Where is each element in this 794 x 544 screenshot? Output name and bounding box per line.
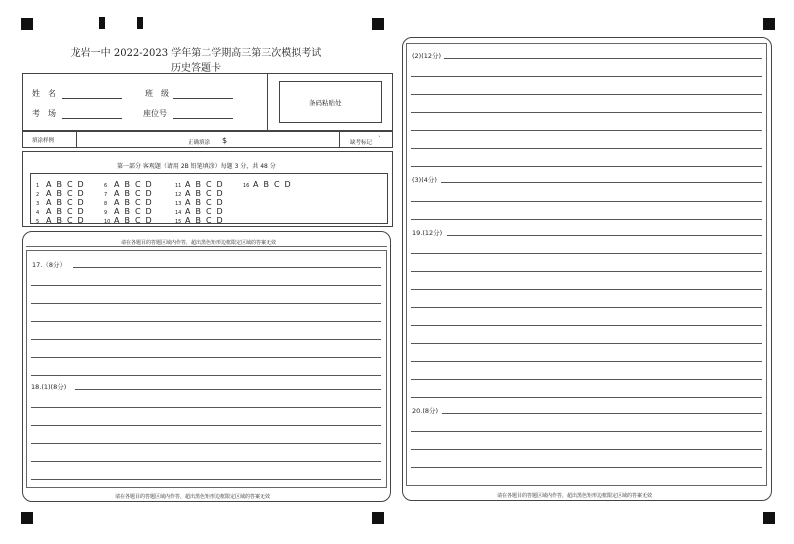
mc-option-b[interactable]: B (124, 189, 130, 198)
correct-fill-sample: $ (222, 136, 228, 145)
mc-option-c[interactable]: C (135, 216, 141, 225)
mc-option-b[interactable]: B (124, 198, 130, 207)
q18-3-label: (3)(4分) (412, 176, 437, 184)
class-field[interactable] (173, 98, 233, 99)
mc-option-b[interactable]: B (195, 180, 201, 189)
mc-question-4 (36, 207, 88, 216)
notice-bottom: 请在各题目的答题区域内作答，超出黑色矩形边框限定区域的答案无效 (115, 494, 271, 500)
notice-top: 请在各题目的答题区域内作答，超出黑色矩形边框限定区域的答案无效 (121, 240, 277, 246)
mc-question-7 (104, 189, 156, 198)
mc-option-c[interactable]: C (67, 216, 73, 225)
mc-option-a[interactable]: A (114, 198, 120, 207)
barcode-label: 条码粘贴处 (309, 99, 342, 107)
mc-option-d[interactable]: D (284, 180, 291, 189)
mc-option-c[interactable]: C (67, 180, 73, 189)
mc-option-b[interactable]: B (56, 189, 62, 198)
mc-question-15 (175, 216, 227, 225)
mc-option-b[interactable]: B (124, 180, 130, 189)
mc-option-a[interactable]: A (46, 180, 52, 189)
answer-line[interactable] (411, 449, 762, 450)
mc-option-a[interactable]: A (185, 216, 191, 225)
answer-line[interactable] (411, 94, 762, 95)
q20-label: 20.(8分) (412, 407, 439, 415)
mc-question-16 (243, 180, 295, 189)
corner-mark (763, 512, 775, 524)
answer-line[interactable] (411, 130, 762, 131)
mc-question-5 (36, 216, 88, 225)
answer-line[interactable] (31, 479, 381, 480)
answer-line[interactable] (31, 285, 381, 286)
mc-option-d[interactable]: D (216, 198, 223, 207)
q18-1-label: 18.(1)(8分) (31, 383, 67, 391)
mc-option-d[interactable]: D (145, 207, 152, 216)
mc-question-number: 5 (36, 219, 40, 225)
answer-line[interactable] (411, 219, 762, 220)
mc-option-b[interactable]: B (56, 198, 62, 207)
mc-option-a[interactable]: A (46, 198, 52, 207)
mc-option-c[interactable]: C (135, 198, 141, 207)
class-label: 班 级 (145, 89, 169, 98)
absent-mark-label: 缺考标记 (350, 140, 373, 146)
mc-option-b[interactable]: B (195, 216, 201, 225)
mc-option-a[interactable]: A (185, 198, 191, 207)
mc-question-14 (175, 207, 227, 216)
mc-option-d[interactable]: D (77, 198, 84, 207)
mc-question-number: 10 (104, 219, 111, 225)
mc-question-10 (104, 216, 156, 225)
mc-option-a[interactable]: A (46, 189, 52, 198)
mc-question-number: 15 (175, 219, 182, 225)
answer-line[interactable] (411, 325, 762, 326)
mc-option-c[interactable]: C (135, 207, 141, 216)
mc-question-number: 1 (36, 183, 40, 189)
mc-question-number: 9 (104, 210, 108, 216)
mc-question-3 (36, 198, 88, 207)
mc-question-13 (175, 198, 227, 207)
mc-question-2 (36, 189, 88, 198)
mc-option-a[interactable]: A (185, 180, 191, 189)
mc-option-c[interactable]: C (135, 189, 141, 198)
mc-question-number: 16 (243, 183, 250, 189)
answer-line[interactable] (411, 112, 762, 113)
answer-line[interactable] (31, 303, 381, 304)
mc-option-b[interactable]: B (124, 207, 130, 216)
mc-option-b[interactable]: B (195, 189, 201, 198)
mc-option-b[interactable]: B (124, 216, 130, 225)
mc-option-a[interactable]: A (46, 216, 52, 225)
mc-option-d[interactable]: D (145, 189, 152, 198)
name-label: 姓 名 (32, 89, 56, 98)
mc-option-c[interactable]: C (135, 180, 141, 189)
answer-line[interactable] (31, 461, 381, 462)
mc-question-12 (175, 189, 227, 198)
mc-question-number: 3 (36, 201, 40, 207)
answer-line[interactable] (442, 413, 762, 414)
answer-line[interactable] (411, 379, 762, 380)
absent-mark-box[interactable]: ` (378, 136, 381, 143)
mc-option-a[interactable]: A (114, 180, 120, 189)
mc-option-b[interactable]: B (56, 216, 62, 225)
answer-line[interactable] (411, 431, 762, 432)
mc-question-number: 14 (175, 210, 182, 216)
mc-option-c[interactable]: C (206, 198, 212, 207)
mc-question-number: 6 (104, 183, 108, 189)
mc-option-d[interactable]: D (77, 207, 84, 216)
answer-line[interactable] (411, 271, 762, 272)
name-field[interactable] (62, 98, 122, 99)
answer-line[interactable] (411, 361, 762, 362)
mc-option-a[interactable]: A (185, 189, 191, 198)
mc-option-d[interactable]: D (216, 189, 223, 198)
answer-line[interactable] (411, 467, 762, 468)
mc-option-c[interactable]: C (67, 207, 73, 216)
timing-mark (99, 17, 105, 29)
answer-line[interactable] (444, 58, 762, 59)
correct-fill-label: 正确填涂 (188, 140, 211, 146)
q18-2-label: (2)(12分) (412, 52, 442, 60)
answer-line[interactable] (411, 307, 762, 308)
answer-line[interactable] (31, 321, 381, 322)
mc-option-a[interactable]: A (114, 216, 120, 225)
mc-option-d[interactable]: D (77, 216, 84, 225)
objective-section-title: 第一部分 客观题（请用 2B 铅笔填涂）每题 3 分，共 48 分 (117, 163, 276, 170)
mc-option-a[interactable]: A (185, 207, 191, 216)
mc-question-6 (104, 180, 156, 189)
answer-line[interactable] (31, 425, 381, 426)
fill-example-label: 填涂样例 (32, 138, 55, 144)
mc-option-d[interactable]: D (216, 180, 223, 189)
exam-room-label: 考 场 (32, 109, 56, 118)
exam-room-field[interactable] (62, 118, 122, 119)
sheet-subtitle: 历史答题卡 (171, 63, 221, 74)
mc-option-c[interactable]: C (206, 189, 212, 198)
mc-option-a[interactable]: A (253, 180, 259, 189)
info-divider (267, 73, 268, 131)
answer-line[interactable] (411, 76, 762, 77)
mc-option-b[interactable]: B (263, 180, 269, 189)
answer-line[interactable] (31, 443, 381, 444)
answer-line[interactable] (411, 253, 762, 254)
answer-line[interactable] (411, 201, 762, 202)
mc-option-b[interactable]: B (56, 207, 62, 216)
notice-separator (26, 246, 387, 247)
mc-option-c[interactable]: C (206, 207, 212, 216)
answer-line[interactable] (31, 357, 381, 358)
corner-mark (372, 18, 384, 30)
mc-option-d[interactable]: D (77, 189, 84, 198)
corner-mark (21, 18, 33, 30)
corner-mark (763, 18, 775, 30)
answer-line[interactable] (411, 397, 762, 398)
mc-option-c[interactable]: C (206, 180, 212, 189)
answer-line[interactable] (73, 267, 381, 268)
answer-line[interactable] (441, 182, 762, 183)
seat-field[interactable] (173, 118, 233, 119)
q18-20-answer-area (406, 43, 767, 486)
mc-question-number: 2 (36, 192, 40, 198)
answer-line[interactable] (31, 407, 381, 408)
seat-label: 座位号 (143, 109, 167, 118)
answer-line[interactable] (31, 339, 381, 340)
exam-title: 龙岩一中 2022-2023 学年第二学期高三第三次模拟考试 (70, 48, 322, 59)
mc-option-d[interactable]: D (216, 216, 223, 225)
q19-label: 19.(12分) (412, 229, 443, 237)
answer-line[interactable] (447, 235, 762, 236)
q17-label: 17.（8分） (32, 261, 66, 269)
row-divider (339, 131, 340, 148)
corner-mark (21, 512, 33, 524)
mc-option-c[interactable]: C (67, 189, 73, 198)
answer-line[interactable] (411, 166, 762, 167)
corner-mark (372, 512, 384, 524)
mc-question-number: 12 (175, 192, 182, 198)
mc-option-a[interactable]: A (114, 189, 120, 198)
mc-option-d[interactable]: D (77, 180, 84, 189)
mc-option-d[interactable]: D (216, 207, 223, 216)
mc-option-c[interactable]: C (67, 198, 73, 207)
mc-question-8 (104, 198, 156, 207)
mc-option-b[interactable]: B (195, 198, 201, 207)
mc-option-d[interactable]: D (145, 216, 152, 225)
answer-line[interactable] (411, 289, 762, 290)
mc-question-number: 11 (175, 183, 182, 189)
mc-option-d[interactable]: D (145, 198, 152, 207)
mc-option-c[interactable]: C (274, 180, 280, 189)
mc-option-a[interactable]: A (46, 207, 52, 216)
mc-option-b[interactable]: B (195, 207, 201, 216)
mc-option-a[interactable]: A (114, 207, 120, 216)
mc-question-number: 8 (104, 201, 108, 207)
mc-question-number: 13 (175, 201, 182, 207)
answer-line[interactable] (411, 148, 762, 149)
mc-option-d[interactable]: D (145, 180, 152, 189)
mc-question-1 (36, 180, 88, 189)
mc-question-number: 4 (36, 210, 40, 216)
mc-option-c[interactable]: C (206, 216, 212, 225)
mc-option-b[interactable]: B (56, 180, 62, 189)
row-divider (76, 131, 77, 148)
notice-bottom-right: 请在各题目的答题区域内作答，超出黑色矩形边框限定区域的答案无效 (497, 493, 653, 499)
mc-question-11 (175, 180, 227, 189)
answer-line[interactable] (75, 389, 381, 390)
answer-line[interactable] (411, 343, 762, 344)
mc-question-9 (104, 207, 156, 216)
timing-mark (137, 17, 143, 29)
answer-line[interactable] (31, 375, 381, 376)
mc-question-number: 7 (104, 192, 108, 198)
